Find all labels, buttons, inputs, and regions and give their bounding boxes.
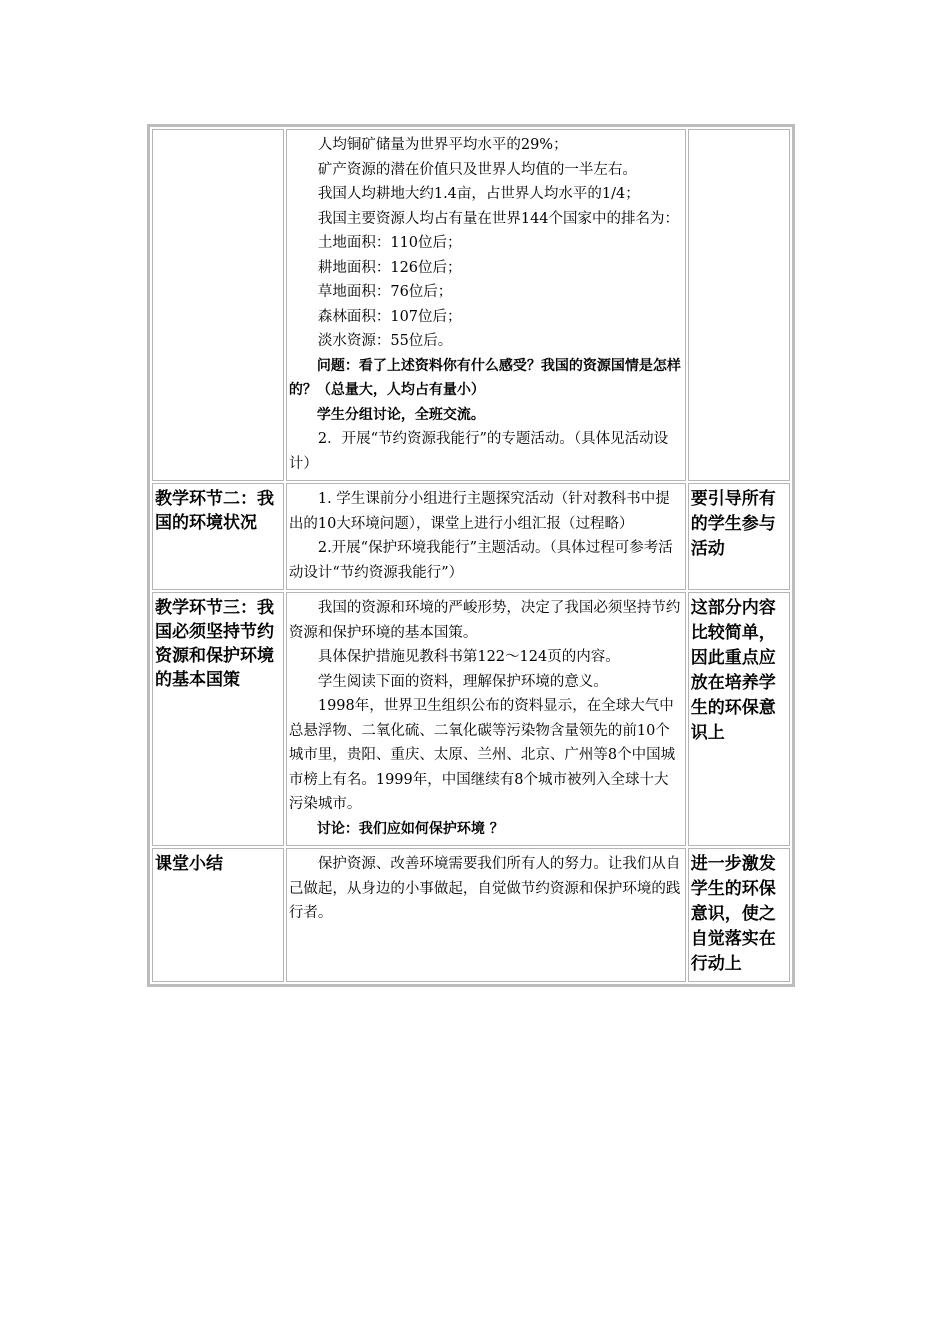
content-cell [286,592,686,846]
paragraph: 2.开展“保护环境我能行”主题活动。（具体过程可参考活动设计“节约资源我能行”） [288,540,673,581]
content-cell [286,129,686,481]
paragraph: 耕地面积：126位后； [317,259,462,276]
teaching-note: 这部分内容比较简单，因此重点应放在培养学生的环保意识上 [688,592,790,846]
table-row [152,129,790,481]
teaching-note: 要引导所有的学生参与活动 [688,483,790,590]
paragraph: 我国人均耕地大约1.4亩，占世界人均水平的1/4； [317,186,640,202]
section-label: 课堂小结 [152,848,284,982]
paragraph: 具体保护措施见教科书第122～124页的内容。 [317,649,620,665]
discussion-paragraph: 学生分组讨论，全班交流。 [316,406,485,423]
paragraph: 人均铜矿储量为世界平均水平的29%； [317,137,568,153]
paragraph: 学生阅读下面的资料，理解保护环境的意义。 [317,673,608,690]
teaching-note [688,129,790,481]
paragraph: 土地面积：110位后； [317,235,462,251]
content-cell [286,483,686,590]
paragraph: 保护资源、改善环境需要我们所有人的努力。让我们从自己做起，从身边的小事做起，自觉做节约资源和保护环境的践行者。 [288,856,681,921]
paragraph: 草地面积：76位后； [317,284,453,300]
lesson-plan-table [147,124,795,987]
section-label [152,129,284,481]
paragraph: 2．开展“节约资源我能行”的专题活动。（具体见活动设计） [288,431,669,472]
table-row [152,592,790,846]
section-label: 教学环节二：我国的环境状况 [152,483,284,590]
paragraph: 矿产资源的潜在价值只及世界人均值的一半左右。 [317,161,637,178]
paragraph: 淡水资源：55位后。 [317,333,453,349]
question-paragraph: 问题：看了上述资料你有什么感受？我国的资源国情是怎样的？（总量大，人均占有量小） [288,357,681,398]
paragraph: 1998年，世界卫生组织公布的资料显示，在全球大气中总悬浮物、二氧化硫、二氧化碳等污染物含量领先的前10个城市里，贵阳、重庆、太原、兰州、北京、广州等8个中国城市榜上有名。1999年，中国继续有8个城市被列入全球十大污染城市。 [288,698,676,812]
table-row [152,848,790,982]
paragraph: 1. 学生课前分小组进行主题探究活动（针对教科书中提出的10大环境问题），课堂上进行小组汇报（过程略） [288,491,670,532]
paragraph: 我国的资源和环境的严峻形势，决定了我国必须坚持节约资源和保护环境的基本国策。 [288,600,681,641]
paragraph: 我国主要资源人均占有量在世界144个国家中的排名为： [317,210,680,227]
table-row [152,483,790,590]
discussion-paragraph: 讨论：我们应如何保护环境 ？ [316,820,504,837]
paragraph: 森林面积：107位后； [317,308,462,325]
section-label: 教学环节三：我国必须坚持节约资源和保护环境的基本国策 [152,592,284,846]
content-cell [286,848,686,982]
teaching-note: 进一步激发学生的环保意识，使之自觉落实在行动上 [688,848,790,982]
